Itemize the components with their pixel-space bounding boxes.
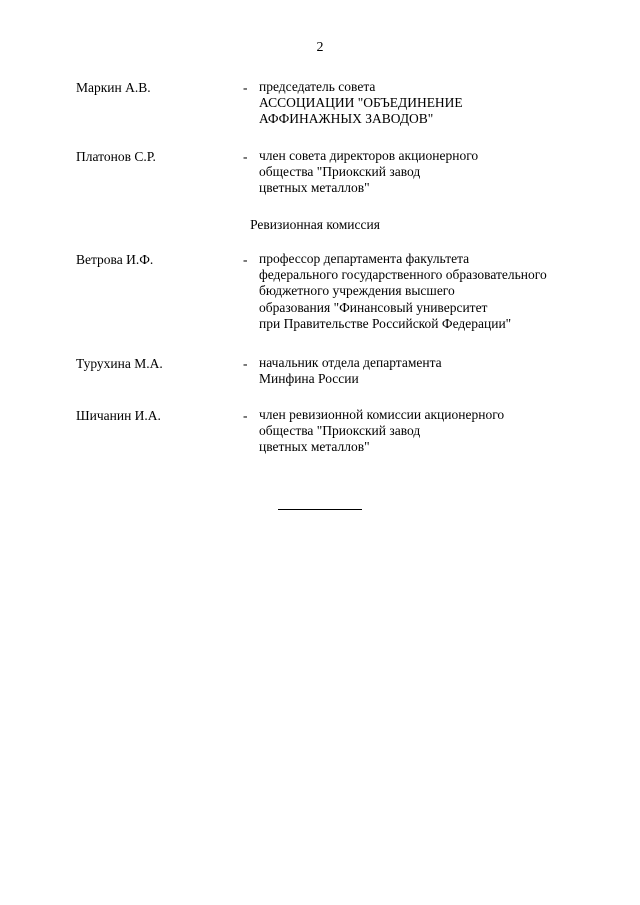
position-line: общества "Приокский завод: [259, 164, 421, 180]
member-position: [259, 79, 463, 128]
member-name: Маркин А.В.: [76, 80, 151, 95]
dash-separator: -: [243, 80, 248, 95]
position-line: АФФИНАЖНЫХ ЗАВОДОВ": [259, 111, 434, 127]
position-line: председатель совета: [259, 79, 376, 94]
member-name: Турухина М.А.: [76, 356, 163, 371]
section-heading-text: Ревизионная комиссия: [250, 217, 380, 232]
dash-separator: -: [243, 149, 248, 164]
member-position: [259, 251, 547, 332]
position-line: член совета директоров акционерного: [259, 148, 479, 163]
position-line: начальник отдела департамента: [259, 355, 442, 370]
member-position: [259, 355, 442, 387]
member-name: Ветрова И.Ф.: [76, 252, 154, 267]
member-name: Платонов С.Р.: [76, 149, 156, 164]
position-line: цветных металлов": [259, 439, 370, 455]
position-line: бюджетного учреждения высшего: [259, 283, 455, 299]
dash-separator: -: [243, 356, 248, 371]
position-line: Минфина России: [259, 371, 359, 387]
member-position: [259, 407, 504, 456]
position-line: АССОЦИАЦИИ "ОБЪЕДИНЕНИЕ: [259, 95, 463, 111]
position-line: федерального государственного образовательного: [259, 267, 547, 283]
position-line: общества "Приокский завод: [259, 423, 421, 439]
dash-separator: -: [243, 408, 248, 423]
position-line: член ревизионной комиссии акционерного: [259, 407, 505, 422]
position-line: образования "Финансовый университет: [259, 299, 488, 315]
page-number: 2: [316, 40, 324, 55]
member-name: Шичанин И.А.: [76, 408, 161, 423]
position-line: при Правительстве Российской Федерации": [259, 315, 512, 331]
member-position: [259, 148, 478, 197]
section-heading: [0, 216, 640, 233]
dash-separator: -: [243, 252, 248, 267]
position-line: профессор департамента факультета: [259, 251, 470, 266]
end-separator-line: [278, 509, 362, 510]
position-line: цветных металлов": [259, 180, 370, 196]
